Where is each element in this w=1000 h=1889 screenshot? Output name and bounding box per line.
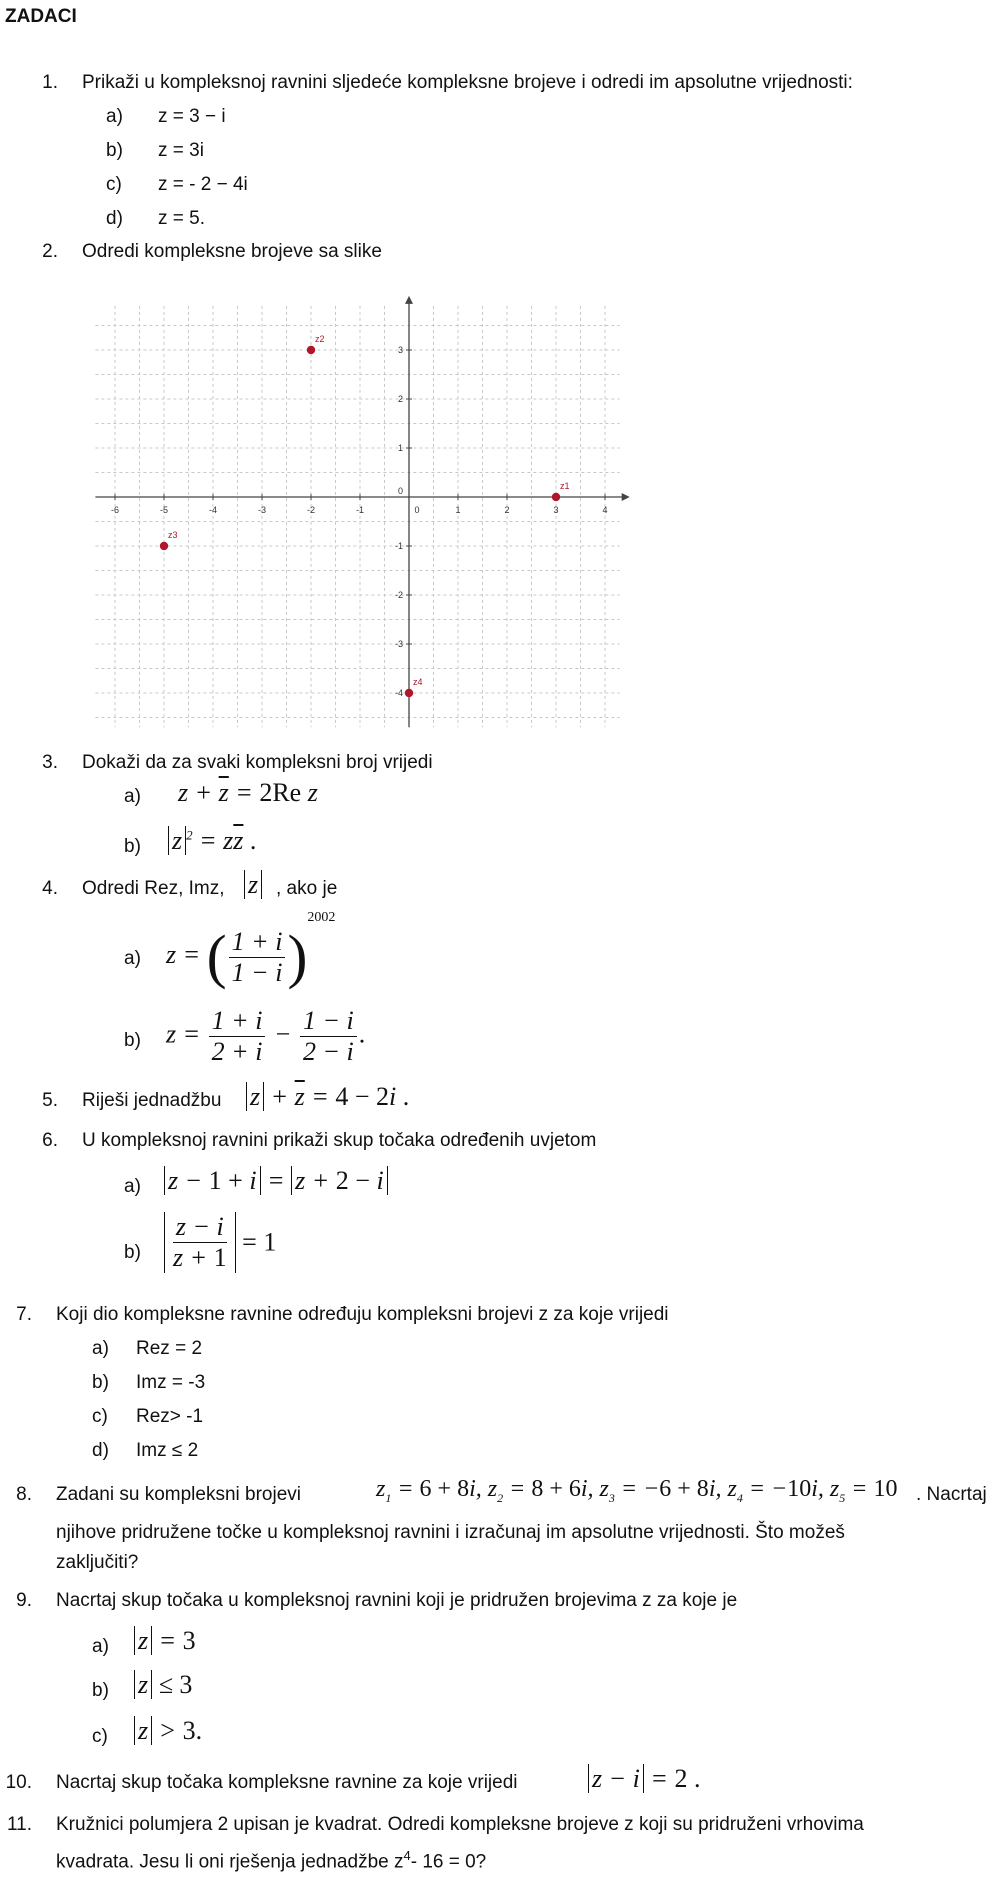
formula-6b: $\frac{z - i}{z + 1}$ = 1 [164, 1212, 276, 1273]
task-text: Odredi kompleksne brojeve sa slike [82, 241, 382, 262]
x-tick-label: -1 [355, 505, 365, 515]
item-value: Imz ≤ 2 [136, 1440, 199, 1461]
item-value: Imz = -3 [136, 1372, 206, 1393]
x-tick-label: -6 [110, 505, 120, 515]
point-z2 [307, 346, 315, 354]
formula-9a: z = 3 [134, 1626, 196, 1656]
task-text: Riješi jednadžbu [82, 1090, 222, 1111]
item-label: a) [106, 106, 123, 127]
y-tick-label: -4 [394, 688, 403, 698]
item-label: d) [92, 1440, 109, 1461]
formula-8: $z_1 = 6 + 8i$, $z_2 = 8 + 6i$, $z_3 = -6 + 8i$, $z_4 = -10i$, $z_5 = 10$ [376, 1476, 898, 1505]
page-title: ZADACI [5, 6, 77, 27]
task-number: 5. [42, 1090, 58, 1111]
item-value: z = 3 − i [158, 106, 226, 127]
item-label: b) [92, 1372, 109, 1393]
x-tick-label: -3 [257, 505, 267, 515]
x-tick-label: 1 [455, 505, 461, 515]
point-z4 [405, 689, 413, 697]
y-tick-label: 2 [397, 394, 403, 404]
formula-abs-z: z [244, 870, 262, 900]
task-number: 9. [16, 1590, 32, 1611]
y-tick-label: -2 [394, 590, 403, 600]
item-value: z = 5. [158, 208, 205, 229]
formula-4a: z = ( $\frac{1 + i}{1 - i}$ )$^{2002}$ [166, 910, 336, 990]
task-text-line: zaključiti? [56, 1552, 139, 1573]
item-value: z = - 2 − 4i [158, 174, 248, 195]
task-text: Koji dio kompleksne ravnine određuju kompleksni brojevi z za koje vrijedi [56, 1304, 669, 1325]
task-text: Dokaži da za svaki kompleksni broj vrijedi [82, 752, 433, 773]
x-tick-label: -5 [159, 505, 169, 515]
formula-10: z − i = 2 . [588, 1764, 700, 1794]
item-label: c) [92, 1406, 108, 1427]
item-label: a) [124, 786, 141, 807]
task-number: 8. [16, 1484, 32, 1505]
item-label: b) [124, 1242, 141, 1263]
task-number: 7. [16, 1304, 32, 1325]
formula-9c: z > 3. [134, 1716, 202, 1746]
task-number: 1. [42, 72, 58, 93]
y-tick-label: -1 [394, 541, 403, 551]
formula-3b: z $^2 = z\overline{z}$ . [168, 826, 256, 856]
x-tick-label: 4 [602, 505, 608, 515]
point-label-z4: z4 [413, 677, 423, 687]
point-label-z1: z1 [560, 481, 570, 491]
item-label: a) [92, 1636, 109, 1657]
task-text-pre: Odredi Rez, Imz, [82, 878, 225, 899]
task-text-line: Kružnici polumjera 2 upisan je kvadrat. Odredi kompleksne brojeve z koji su pridruženi vrhovima [56, 1814, 864, 1835]
item-label: b) [124, 836, 141, 857]
x-tick-label: 2 [504, 505, 510, 515]
point-z3 [160, 542, 168, 550]
item-label: c) [92, 1726, 108, 1747]
task-number: 3. [42, 752, 58, 773]
item-label: b) [92, 1680, 109, 1701]
task-number: 2. [42, 241, 58, 262]
item-label: a) [124, 1176, 141, 1197]
complex-plane-graph [80, 290, 670, 750]
item-value: z = 3i [158, 140, 204, 161]
formula-5: $z + \overline{z} = 4 - 2i$ . [246, 1082, 409, 1112]
x-tick-label: -4 [208, 505, 218, 515]
y-tick-label: -3 [394, 639, 403, 649]
item-label: a) [92, 1338, 109, 1359]
point-z1 [552, 493, 560, 501]
item-label: c) [106, 174, 122, 195]
y-tick-label: 1 [397, 443, 403, 453]
item-value: Rez> -1 [136, 1406, 204, 1427]
point-label-z2: z2 [315, 334, 325, 344]
x-tick-label: 0 [414, 505, 420, 515]
task-text-pre: Zadani su kompleksni brojevi [56, 1484, 302, 1505]
formula-6a: z − 1 + i = z + 2 − i [164, 1166, 388, 1196]
x-tick-label: -2 [306, 505, 316, 515]
task-number: 4. [42, 878, 58, 899]
task-number: 6. [42, 1130, 58, 1151]
formula-3a: $z + \overline{z} = 2Re$ z [178, 778, 318, 807]
task-text-line: njihove pridružene točke u kompleksnoj ravnini i izračunaj im apsolutne vrijednosti. Što možeš [56, 1522, 845, 1543]
task-text-post: , ako je [276, 878, 338, 899]
point-label-z3: z3 [168, 530, 178, 540]
task-number: 11. [6, 1814, 32, 1835]
task-text: Nacrtaj skup točaka kompleksne ravnine za koje vrijedi [56, 1772, 518, 1793]
x-axis-arrow [622, 493, 630, 501]
formula-4b: z = $\frac{1 + i}{2 + i}$ − $\frac{1 - i}{2 - i}$ . [166, 1006, 366, 1066]
item-label: b) [106, 140, 123, 161]
item-label: d) [106, 208, 123, 229]
formula-9b: z ≤ 3 [134, 1670, 192, 1700]
task-text-line: kvadrata. Jesu li oni rješenja jednadžbe $z^4-$ 16 = 0? [56, 1848, 487, 1873]
y-axis-arrow [405, 296, 413, 304]
task-text: Prikaži u kompleksnoj ravnini sljedeće kompleksne brojeve i odredi im apsolutne vrijednosti: [82, 72, 853, 93]
task-number: 10. [5, 1772, 32, 1793]
task-text: Nacrtaj skup točaka u kompleksnoj ravnini koji je pridružen brojevima z za koje je [56, 1590, 738, 1611]
item-label: a) [124, 948, 141, 969]
task-text-post: . Nacrtaj [916, 1484, 987, 1505]
item-label: b) [124, 1030, 141, 1051]
y-tick-label: 0 [397, 486, 403, 496]
y-tick-label: 3 [397, 345, 403, 355]
task-text: U kompleksnoj ravnini prikaži skup točaka određenih uvjetom [82, 1130, 597, 1151]
item-value: Rez = 2 [136, 1338, 203, 1359]
x-tick-label: 3 [553, 505, 559, 515]
